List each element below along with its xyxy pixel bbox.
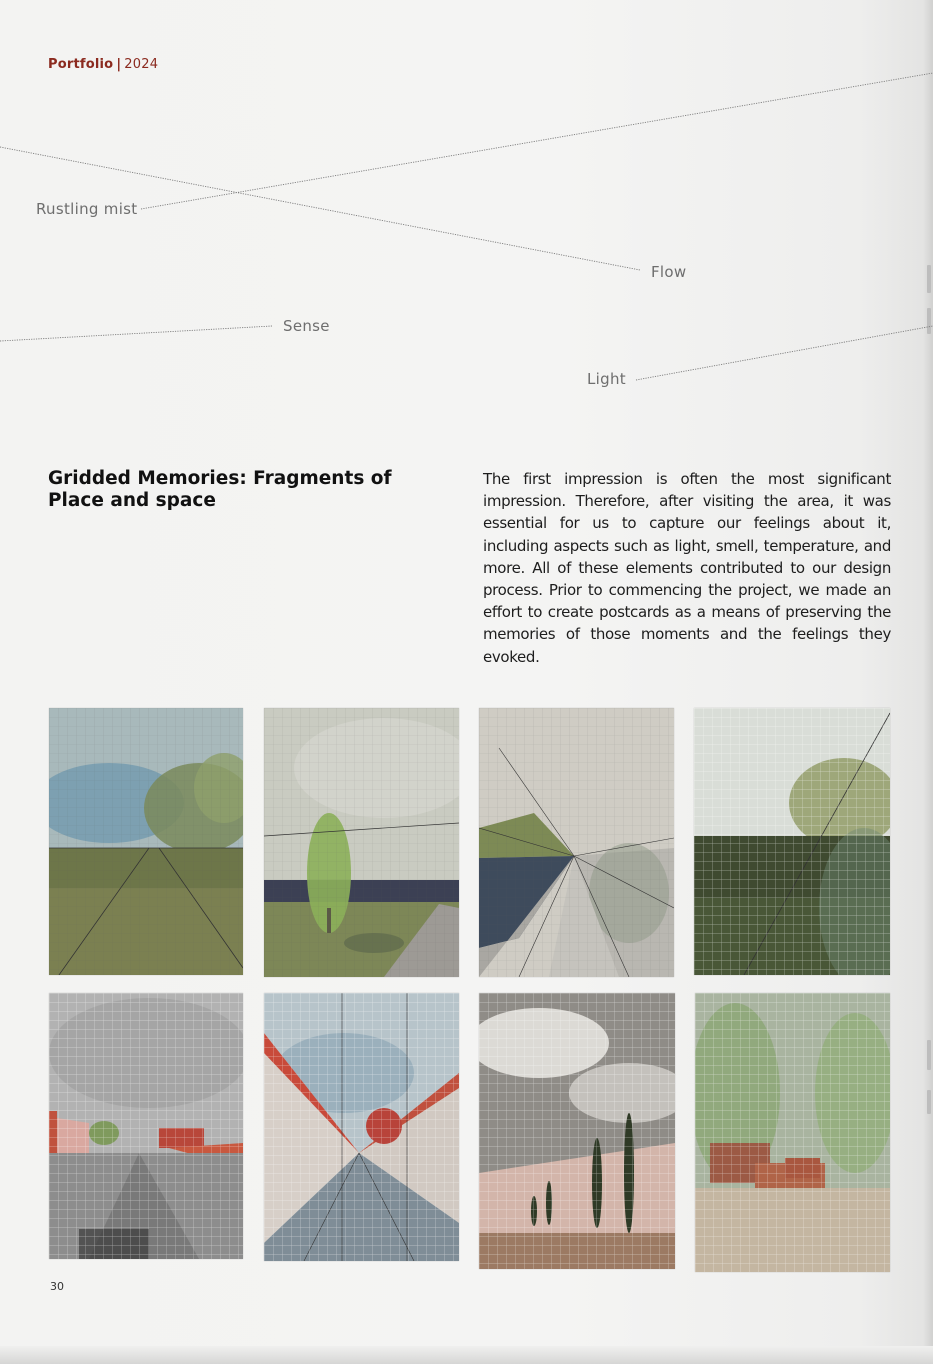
- postcard-1: [49, 708, 243, 975]
- keyword-light: Light: [587, 370, 626, 388]
- keyword-lines: [0, 0, 933, 420]
- line-light: [636, 326, 933, 380]
- postcard-2: [264, 708, 459, 977]
- line-sense: [0, 326, 272, 341]
- postcard-5: [49, 993, 243, 1259]
- header-brand: Portfolio: [48, 57, 114, 72]
- postcard-7: [479, 993, 675, 1269]
- postcard-4: [694, 708, 890, 975]
- binding-clip: [927, 1090, 931, 1114]
- keyword-flow: Flow: [651, 263, 687, 281]
- keyword-rustling-mist: Rustling mist: [36, 200, 138, 218]
- page-bottom-edge: [0, 1346, 933, 1364]
- binding-clip: [927, 1040, 931, 1070]
- keyword-sense: Sense: [283, 317, 330, 335]
- line-rustling-mist: [141, 73, 933, 209]
- postcard-3: [479, 708, 674, 977]
- postcard-6: [264, 993, 459, 1261]
- header-year: 2024: [124, 57, 159, 72]
- section-title: Gridded Memories: Fragments of Place and space: [48, 468, 392, 511]
- postcard-8: [695, 993, 890, 1272]
- section-body: The first impression is often the most significant impression. Therefore, after visiting the area, it was essential for us to capture our feelings about it, including aspects such as light, smell, temperature, and more. All of these elements contributed to our design process. Prior to commencing the project, we made an effort to create postcards as a means of preserving the memories of those moments and the feelings they evoked.: [483, 470, 891, 666]
- page-number: 30: [50, 1280, 64, 1293]
- header-separator: |: [116, 57, 122, 72]
